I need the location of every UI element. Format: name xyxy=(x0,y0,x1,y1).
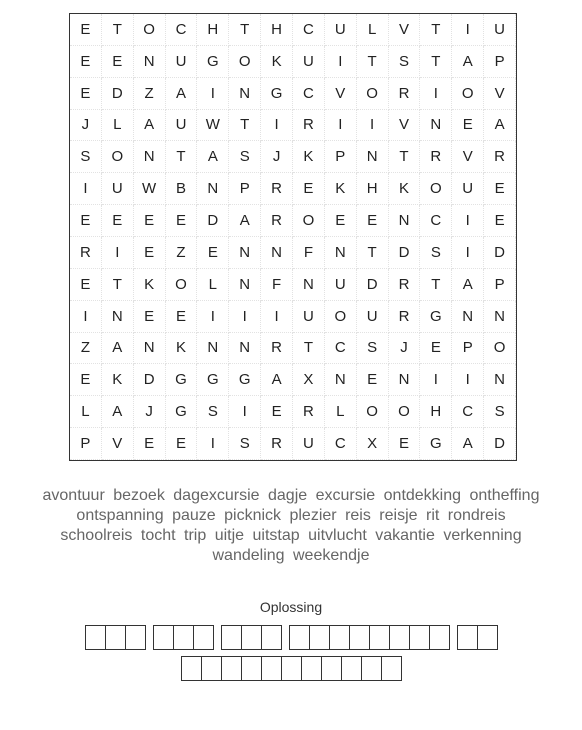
grid-cell[interactable]: C xyxy=(325,428,357,460)
grid-cell[interactable]: Z xyxy=(166,237,198,269)
grid-cell[interactable]: V xyxy=(389,14,421,46)
grid-cell[interactable]: E xyxy=(389,428,421,460)
solution-letter-box[interactable] xyxy=(201,656,222,681)
solution-word xyxy=(289,625,449,650)
grid-cell[interactable]: I xyxy=(420,78,452,110)
grid-cell[interactable]: E xyxy=(452,110,484,142)
grid-cell[interactable]: P xyxy=(325,141,357,173)
solution-letter-box[interactable] xyxy=(457,625,478,650)
grid-cell[interactable]: V xyxy=(452,141,484,173)
grid-cell[interactable]: I xyxy=(70,301,102,333)
grid-cell[interactable]: U xyxy=(357,301,389,333)
grid-cell[interactable]: E xyxy=(325,205,357,237)
word-item: plezier xyxy=(289,507,337,524)
solution-letter-box[interactable] xyxy=(193,625,214,650)
solution-word xyxy=(457,625,497,650)
grid-cell[interactable]: E xyxy=(134,237,166,269)
grid-cell[interactable]: R xyxy=(293,110,325,142)
grid-cell[interactable]: D xyxy=(197,205,229,237)
solution-letter-box[interactable] xyxy=(181,656,202,681)
word-item: reis xyxy=(345,507,371,524)
grid-cell[interactable]: O xyxy=(229,46,261,78)
word-item: ontdekking xyxy=(383,487,462,504)
grid-cell[interactable]: R xyxy=(389,269,421,301)
solution-letter-box[interactable] xyxy=(281,656,302,681)
grid-cell[interactable]: I xyxy=(261,301,293,333)
solution-letter-box[interactable] xyxy=(289,625,310,650)
grid-cell[interactable]: T xyxy=(166,141,198,173)
grid-cell[interactable]: S xyxy=(70,141,102,173)
grid-cell[interactable]: W xyxy=(134,173,166,205)
solution-letter-box[interactable] xyxy=(125,625,146,650)
grid-cell[interactable]: N xyxy=(389,205,421,237)
grid-cell[interactable]: O xyxy=(102,141,134,173)
grid-cell[interactable]: E xyxy=(357,364,389,396)
solution-letter-box[interactable] xyxy=(241,625,262,650)
word-item: reisje xyxy=(379,507,418,524)
grid-cell[interactable]: H xyxy=(420,396,452,428)
grid-cell[interactable]: E xyxy=(70,205,102,237)
grid-cell[interactable]: E xyxy=(293,173,325,205)
grid-cell[interactable]: K xyxy=(293,141,325,173)
grid-cell[interactable]: V xyxy=(484,78,516,110)
grid-cell[interactable]: U xyxy=(293,301,325,333)
grid-cell[interactable]: R xyxy=(261,205,293,237)
grid-cell[interactable]: N xyxy=(325,364,357,396)
grid-cell[interactable]: N xyxy=(357,141,389,173)
word-item: picknick xyxy=(224,507,282,524)
solution-letter-box[interactable] xyxy=(85,625,106,650)
grid-cell[interactable]: D xyxy=(357,269,389,301)
grid-cell[interactable]: O xyxy=(293,205,325,237)
grid-cell[interactable]: L xyxy=(102,110,134,142)
word-item: vakantie xyxy=(375,527,435,544)
solution-letter-box[interactable] xyxy=(105,625,126,650)
grid-cell[interactable]: A xyxy=(134,110,166,142)
grid-cell[interactable]: U xyxy=(102,173,134,205)
grid-cell[interactable]: A xyxy=(166,78,198,110)
grid-cell[interactable]: R xyxy=(293,396,325,428)
word-item: schoolreis xyxy=(60,527,133,544)
grid-cell[interactable]: N xyxy=(134,46,166,78)
grid-cell[interactable]: N xyxy=(197,173,229,205)
grid-cell[interactable]: X xyxy=(357,428,389,460)
grid-cell[interactable]: I xyxy=(229,301,261,333)
grid-cell[interactable]: N xyxy=(389,364,421,396)
word-item: verkenning xyxy=(443,527,522,544)
grid-cell[interactable]: R xyxy=(261,173,293,205)
grid-cell[interactable]: K xyxy=(261,46,293,78)
grid-cell[interactable]: E xyxy=(484,173,516,205)
grid-cell[interactable]: N xyxy=(484,364,516,396)
solution-row-1 xyxy=(0,625,582,650)
grid-cell[interactable]: H xyxy=(261,14,293,46)
grid-cell[interactable]: N xyxy=(325,237,357,269)
grid-cell[interactable]: U xyxy=(166,46,198,78)
grid-cell[interactable]: A xyxy=(229,205,261,237)
grid-cell[interactable]: J xyxy=(389,333,421,365)
grid-cell[interactable]: L xyxy=(357,14,389,46)
solution-letter-box[interactable] xyxy=(477,625,498,650)
grid-cell[interactable]: S xyxy=(420,237,452,269)
solution-letter-box[interactable] xyxy=(429,625,450,650)
grid-cell[interactable]: E xyxy=(70,364,102,396)
grid-cell[interactable]: L xyxy=(197,269,229,301)
word-item: bezoek xyxy=(113,487,165,504)
grid-cell[interactable]: W xyxy=(197,110,229,142)
solution-letter-box[interactable] xyxy=(389,625,410,650)
word-item: dagexcursie xyxy=(173,487,260,504)
grid-cell[interactable]: E xyxy=(102,205,134,237)
solution-letter-box[interactable] xyxy=(369,625,390,650)
grid-cell[interactable]: A xyxy=(102,396,134,428)
solution-word xyxy=(221,625,281,650)
grid-cell[interactable]: T xyxy=(229,14,261,46)
grid-cell[interactable]: E xyxy=(134,205,166,237)
grid-cell[interactable]: N xyxy=(134,141,166,173)
solution-word xyxy=(181,656,401,681)
grid-cell[interactable]: R xyxy=(389,78,421,110)
grid-cell[interactable]: H xyxy=(197,14,229,46)
word-item: pauze xyxy=(172,507,216,524)
grid-cell[interactable]: J xyxy=(70,110,102,142)
grid-cell[interactable]: E xyxy=(102,46,134,78)
grid-cell[interactable]: G xyxy=(166,396,198,428)
word-item: ontspanning xyxy=(76,507,164,524)
word-item: uitvlucht xyxy=(308,527,367,544)
word-item: trip xyxy=(184,527,207,544)
grid-cell[interactable]: G xyxy=(197,46,229,78)
word-item: excursie xyxy=(315,487,376,504)
grid-cell[interactable]: I xyxy=(197,78,229,110)
grid-cell[interactable]: P xyxy=(484,269,516,301)
grid-cell[interactable]: A xyxy=(102,333,134,365)
solution-letter-box[interactable] xyxy=(261,656,282,681)
grid-cell[interactable]: T xyxy=(357,237,389,269)
grid-cell[interactable]: E xyxy=(70,46,102,78)
grid-cell[interactable]: I xyxy=(229,396,261,428)
grid-cell[interactable]: V xyxy=(102,428,134,460)
grid-cell[interactable]: E xyxy=(166,205,198,237)
grid-cell[interactable]: E xyxy=(197,237,229,269)
grid-cell[interactable]: I xyxy=(325,110,357,142)
word-item: tocht xyxy=(140,527,176,544)
grid-cell[interactable]: O xyxy=(325,301,357,333)
grid-cell[interactable]: G xyxy=(197,364,229,396)
word-item: rit xyxy=(425,507,440,524)
grid-cell[interactable]: S xyxy=(484,396,516,428)
grid-cell[interactable]: R xyxy=(70,237,102,269)
solution-letter-box[interactable] xyxy=(221,656,242,681)
grid-cell[interactable]: Z xyxy=(70,333,102,365)
solution-letter-box[interactable] xyxy=(153,625,174,650)
grid-cell[interactable]: N xyxy=(197,333,229,365)
grid-cell[interactable]: N xyxy=(261,237,293,269)
grid-cell[interactable]: I xyxy=(452,205,484,237)
grid-cell[interactable]: D xyxy=(389,237,421,269)
grid-cell[interactable]: S xyxy=(229,428,261,460)
grid-cell[interactable]: N xyxy=(484,301,516,333)
grid-cell[interactable]: U xyxy=(293,428,325,460)
grid-cell[interactable]: X xyxy=(293,364,325,396)
grid-cell[interactable]: O xyxy=(389,396,421,428)
grid-cell[interactable]: H xyxy=(357,173,389,205)
grid-cell[interactable]: Z xyxy=(134,78,166,110)
grid-cell[interactable]: K xyxy=(166,333,198,365)
grid-cell[interactable]: B xyxy=(166,173,198,205)
grid-cell[interactable]: A xyxy=(261,364,293,396)
word-item: uitje xyxy=(214,527,245,544)
grid-cell[interactable]: C xyxy=(325,333,357,365)
word-item: uitstap xyxy=(252,527,300,544)
grid-cell[interactable]: V xyxy=(389,110,421,142)
grid-cell[interactable]: P xyxy=(484,46,516,78)
grid-cell[interactable]: I xyxy=(452,237,484,269)
grid-cell[interactable]: C xyxy=(452,396,484,428)
grid-cell[interactable]: R xyxy=(484,141,516,173)
grid-cell[interactable]: G xyxy=(261,78,293,110)
grid-cell[interactable]: F xyxy=(293,237,325,269)
solution-letter-box[interactable] xyxy=(261,625,282,650)
solution-letter-box[interactable] xyxy=(361,656,382,681)
grid-cell[interactable]: I xyxy=(357,110,389,142)
grid-cell[interactable]: R xyxy=(261,333,293,365)
grid-cell[interactable]: T xyxy=(420,46,452,78)
solution-word xyxy=(153,625,213,650)
grid-cell[interactable]: K xyxy=(102,364,134,396)
word-item: weekendje xyxy=(293,547,370,564)
solution-word xyxy=(85,625,145,650)
grid-cell[interactable]: T xyxy=(229,110,261,142)
grid-cell[interactable]: I xyxy=(452,14,484,46)
grid-cell[interactable]: U xyxy=(452,173,484,205)
grid-cell[interactable]: T xyxy=(102,14,134,46)
word-item: ontheffing xyxy=(469,487,540,504)
grid-cell[interactable]: A xyxy=(197,141,229,173)
grid-cell[interactable]: T xyxy=(389,141,421,173)
grid-cell[interactable]: U xyxy=(293,46,325,78)
grid-cell[interactable]: N xyxy=(452,301,484,333)
grid-cell[interactable]: V xyxy=(325,78,357,110)
solution-letter-box[interactable] xyxy=(341,656,362,681)
grid-cell[interactable]: D xyxy=(102,78,134,110)
grid-cell[interactable]: P xyxy=(229,173,261,205)
grid-cell[interactable]: U xyxy=(484,14,516,46)
grid-cell[interactable]: O xyxy=(134,14,166,46)
grid-cell[interactable]: I xyxy=(420,364,452,396)
solution-label: Oplossing xyxy=(259,599,323,615)
grid-cell[interactable]: E xyxy=(484,205,516,237)
grid-cell[interactable]: T xyxy=(420,14,452,46)
grid-cell[interactable]: E xyxy=(261,396,293,428)
grid-cell[interactable]: E xyxy=(166,301,198,333)
grid-cell[interactable]: J xyxy=(261,141,293,173)
grid-cell[interactable]: O xyxy=(166,269,198,301)
grid-cell[interactable]: T xyxy=(102,269,134,301)
grid-cell[interactable]: O xyxy=(357,78,389,110)
grid-cell[interactable]: G xyxy=(420,428,452,460)
grid-cell[interactable]: A xyxy=(452,428,484,460)
grid-cell[interactable]: D xyxy=(484,237,516,269)
grid-cell[interactable]: I xyxy=(70,173,102,205)
grid-cell[interactable]: N xyxy=(229,333,261,365)
grid-cell[interactable]: A xyxy=(484,110,516,142)
word-item: rondreis xyxy=(447,507,506,524)
solution-letter-box[interactable] xyxy=(409,625,430,650)
grid-cell[interactable]: U xyxy=(325,269,357,301)
solution-letter-box[interactable] xyxy=(301,656,322,681)
grid-cell[interactable]: S xyxy=(389,46,421,78)
grid-cell[interactable]: I xyxy=(102,237,134,269)
grid-cell[interactable]: C xyxy=(293,14,325,46)
grid-cell[interactable]: G xyxy=(420,301,452,333)
grid-cell[interactable]: S xyxy=(197,396,229,428)
letter-grid xyxy=(69,13,517,461)
grid-cell[interactable]: I xyxy=(452,364,484,396)
solution-row-2 xyxy=(0,656,582,681)
grid-cell[interactable]: A xyxy=(452,269,484,301)
grid-cell[interactable]: R xyxy=(261,428,293,460)
grid-cell[interactable]: O xyxy=(484,333,516,365)
word-item: wandeling xyxy=(212,547,285,564)
grid-cell[interactable]: E xyxy=(166,428,198,460)
grid-cell[interactable]: E xyxy=(357,205,389,237)
grid-cell[interactable]: D xyxy=(484,428,516,460)
grid-cell[interactable]: G xyxy=(229,364,261,396)
grid-cell[interactable]: N xyxy=(102,301,134,333)
solution-letter-box[interactable] xyxy=(241,656,262,681)
grid-cell[interactable]: N xyxy=(293,269,325,301)
grid-cell[interactable]: K xyxy=(389,173,421,205)
grid-cell[interactable]: O xyxy=(452,78,484,110)
solution-letter-box[interactable] xyxy=(381,656,402,681)
solution-letter-box[interactable] xyxy=(309,625,330,650)
grid-cell[interactable]: L xyxy=(325,396,357,428)
grid-cell[interactable]: I xyxy=(197,301,229,333)
grid-cell[interactable]: K xyxy=(134,269,166,301)
grid-cell[interactable]: D xyxy=(134,364,166,396)
grid-cell[interactable]: C xyxy=(420,205,452,237)
grid-cell[interactable]: G xyxy=(166,364,198,396)
solution-letter-box[interactable] xyxy=(349,625,370,650)
grid-cell[interactable]: S xyxy=(229,141,261,173)
grid-cell[interactable]: N xyxy=(420,110,452,142)
solution-letter-box[interactable] xyxy=(221,625,242,650)
grid-cell[interactable]: T xyxy=(420,269,452,301)
word-item: dagje xyxy=(268,487,308,504)
grid-cell[interactable]: K xyxy=(325,173,357,205)
solution-letter-box[interactable] xyxy=(173,625,194,650)
word-list xyxy=(40,486,542,566)
grid-cell[interactable]: I xyxy=(261,110,293,142)
grid-cell[interactable]: P xyxy=(70,428,102,460)
grid-cell[interactable]: E xyxy=(70,78,102,110)
grid-cell[interactable]: T xyxy=(357,46,389,78)
grid-cell[interactable]: E xyxy=(134,428,166,460)
grid-cell[interactable]: E xyxy=(134,301,166,333)
grid-cell[interactable]: I xyxy=(197,428,229,460)
grid-cell[interactable]: N xyxy=(229,237,261,269)
grid-cell[interactable]: E xyxy=(420,333,452,365)
grid-cell[interactable]: U xyxy=(325,14,357,46)
grid-cell[interactable]: O xyxy=(357,396,389,428)
grid-cell[interactable]: E xyxy=(70,269,102,301)
grid-cell[interactable]: S xyxy=(357,333,389,365)
grid-cell[interactable]: C xyxy=(293,78,325,110)
grid-cell[interactable]: F xyxy=(261,269,293,301)
grid-cell[interactable]: L xyxy=(70,396,102,428)
grid-cell[interactable]: N xyxy=(134,333,166,365)
grid-cell[interactable]: J xyxy=(134,396,166,428)
grid-cell[interactable]: I xyxy=(325,46,357,78)
grid-cell[interactable]: A xyxy=(452,46,484,78)
grid-cell[interactable]: C xyxy=(166,14,198,46)
solution-letter-box[interactable] xyxy=(329,625,350,650)
grid-cell[interactable]: E xyxy=(70,14,102,46)
grid-cell[interactable]: O xyxy=(420,173,452,205)
grid-cell[interactable]: P xyxy=(452,333,484,365)
grid-cell[interactable]: N xyxy=(229,78,261,110)
grid-cell[interactable]: R xyxy=(389,301,421,333)
word-item: avontuur xyxy=(42,487,105,504)
grid-cell[interactable]: T xyxy=(293,333,325,365)
grid-cell[interactable]: N xyxy=(229,269,261,301)
solution-letter-box[interactable] xyxy=(321,656,342,681)
grid-cell[interactable]: R xyxy=(420,141,452,173)
grid-cell[interactable]: U xyxy=(166,110,198,142)
